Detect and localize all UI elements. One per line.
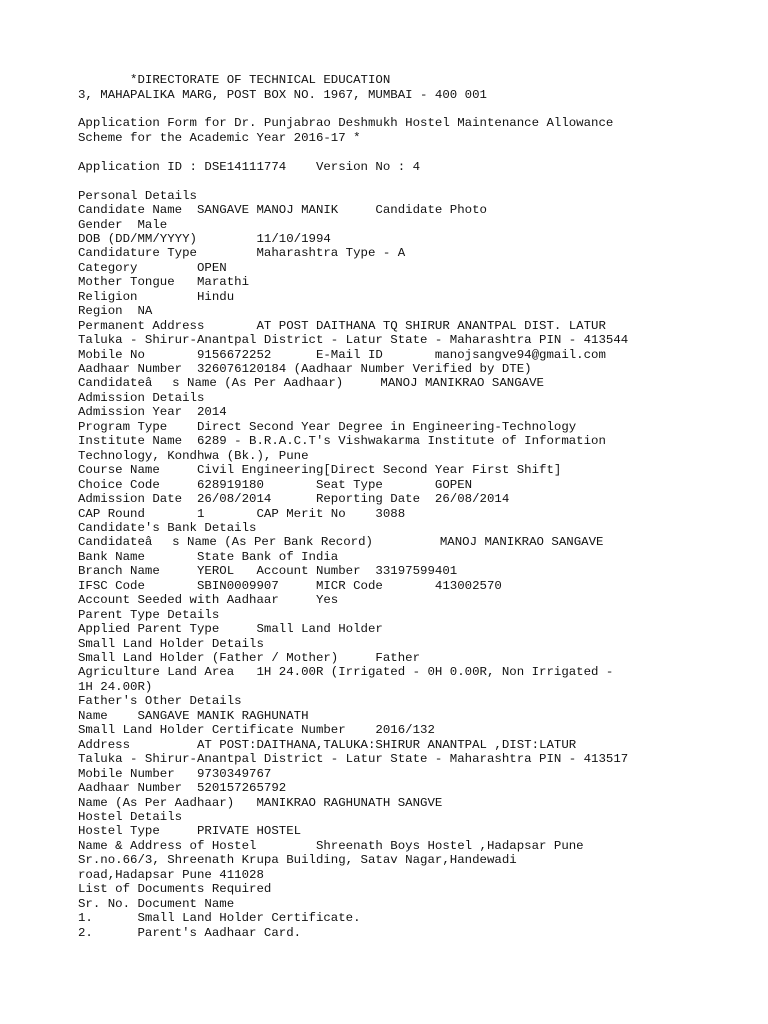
section-father-details: Father's Other Details [78,694,242,709]
agriculture-land-area-cont: 1H 24.00R) [78,679,153,694]
father-address-row: Address AT POST:DAITHANA,TALUKA:SHIRUR ANANTPAL ,DIST:LATUR [78,737,577,752]
father-aadhaar-row: Aadhaar Number 520157265792 [78,781,287,795]
hostel-type-row: Hostel Type PRIVATE HOSTEL [78,824,302,839]
bank-record-name-row: Candidateâs Name (As Per Bank Record) MANOJ MANIKRAO SANGAVE [78,535,604,550]
application-id-line: Application ID : DSE14111774 Version No : 4 [78,159,421,174]
permanent-address-row: Permanent Address AT POST DAITHANA TQ SHIRUR ANANTPAL DIST. LATUR [78,318,606,333]
religion-row: Religion Hindu [78,289,235,304]
candidature-type-row: Candidature Type Maharashtra Type - A [78,246,406,261]
father-aadhaar-name-row: Name (As Per Aadhaar) MANIKRAO RAGHUNATH SANGVE [78,795,443,810]
applied-parent-type-row: Applied Parent Type Small Land Holder [78,622,383,637]
documents-table-header: Sr. No. Document Name [78,896,235,911]
institute-name-row: Institute Name 6289 - B.R.A.C.T's Vishwakarma Institute of Information [78,434,606,449]
choice-code-row: Choice Code 628919180 Seat Type GOPEN [78,477,473,492]
section-admission-details: Admission Details [78,390,205,405]
section-small-land-holder: Small Land Holder Details [78,636,264,651]
aadhaar-number-row: Aadhaar Number 326076120184 (Aadhaar Number Verified by DTE) [78,362,532,376]
section-documents-required: List of Documents Required [78,882,272,897]
header-directorate: *DIRECTORATE OF TECHNICAL EDUCATION [78,73,391,87]
institute-name-cont: Technology, Kondhwa (Bk.), Pune [78,448,309,463]
header-address: 3, MAHAPALIKA MARG, POST BOX NO. 1967, MUMBAI - 400 001 [78,87,487,102]
permanent-address-cont: Taluka - Shirur-Anantpal District - Latur State - Maharashtra PIN - 413544 [78,333,629,348]
admission-year-row: Admission Year 2014 [78,405,227,420]
course-name-row: Course Name Civil Engineering[Direct Second Year First Shift] [78,463,562,478]
mobile-email-row: Mobile No 9156672252 E-Mail ID manojsangve94@gmail.com [78,347,606,362]
section-personal-details: Personal Details [78,188,197,203]
ifsc-code-row: IFSC Code SBIN0009907 MICR Code 413002570 [78,578,502,593]
hostel-address-cont: Sr.no.66/3, Shreenath Krupa Building, Satav Nagar,Handewadi [78,853,517,868]
aadhaar-name-row: Candidateâs Name (As Per Aadhaar) MANOJ MANIKRAO SANGAVE [78,376,544,391]
category-row: Category OPEN [78,260,227,275]
mother-tongue-row: Mother Tongue Marathi [78,275,250,290]
region-row: Region NA [78,304,153,319]
section-parent-type: Parent Type Details [78,607,220,622]
program-type-row: Program Type Direct Second Year Degree in Engineering-Technology [78,419,577,434]
document-row-1: 1. Small Land Holder Certificate. [78,911,361,926]
dob-row: DOB (DD/MM/YYYY) 11/10/1994 [78,231,331,246]
section-bank-details: Candidate's Bank Details [78,521,257,535]
father-mobile-row: Mobile Number 9730349767 [78,766,272,781]
admission-date-row: Admission Date 26/08/2014 Reporting Date 26/08/2014 [78,492,510,506]
land-holder-relation-row: Small Land Holder (Father / Mother) Father [78,651,421,665]
section-hostel-details: Hostel Details [78,809,183,824]
branch-name-row: Branch Name YEROL Account Number 33197599401 [78,564,458,579]
father-name-row: Name SANGAVE MANIK RAGHUNATH [78,708,309,723]
land-certificate-number-row: Small Land Holder Certificate Number 2016/132 [78,723,435,738]
candidate-name-row: Candidate Name SANGAVE MANOJ MANIK Candidate Photo [78,203,487,217]
gender-row: Gender Male [78,217,168,232]
cap-round-row: CAP Round 1 CAP Merit No 3088 [78,506,406,521]
hostel-name-address-row: Name & Address of Hostel Shreenath Boys Hostel ,Hadapsar Pune [78,838,584,853]
hostel-address-cont-2: road,Hadapsar Pune 411028 [78,867,264,882]
form-title-line2: Scheme for the Academic Year 2016-17 * [78,130,361,145]
bank-name-row: Bank Name State Bank of India [78,549,339,564]
document-row-2: 2. Parent's Aadhaar Card. [78,925,302,940]
form-title-line1: Application Form for Dr. Punjabrao Deshmukh Hostel Maintenance Allowance [78,116,614,131]
father-address-cont: Taluka - Shirur-Anantpal District - Latur State - Maharashtra PIN - 413517 [78,752,629,767]
agriculture-land-area-row: Agriculture Land Area 1H 24.00R (Irrigated - 0H 0.00R, Non Irrigated - [78,665,614,680]
account-seeded-row: Account Seeded with Aadhaar Yes [78,593,339,608]
